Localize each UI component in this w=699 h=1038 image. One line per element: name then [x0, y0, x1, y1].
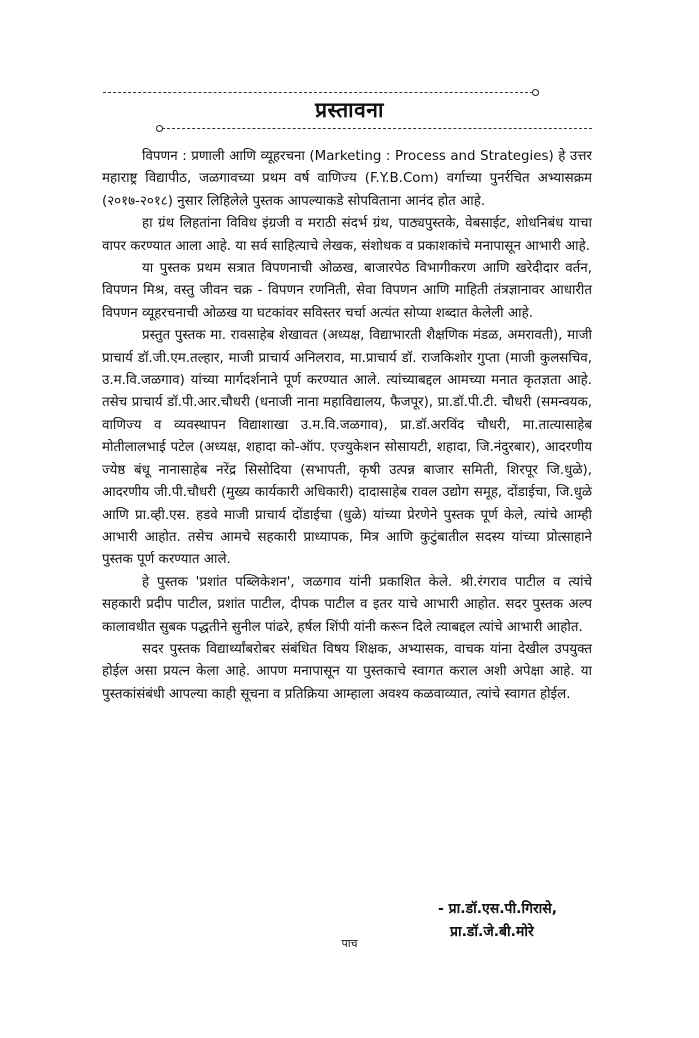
- author-signature-2: प्रा.डॉ.जे.बी.मोरे: [450, 924, 534, 940]
- rule-start-ornament: [156, 125, 163, 132]
- preface-body: [102, 146, 592, 706]
- paragraph: हा ग्रंथ लिहतांना विविध इंग्रजी व मराठी संदर्भ ग्रंथ, पाठ्यपुस्तके, वेबसाईट, शोधनिबंध याचा वापर करण्यात आला आहे. या सर्व साहित्याचे लेखक, संशोधक व प्रकाशकांचे मनापासून आभारी आहे.: [102, 216, 592, 254]
- paragraph: हे पुस्तक 'प्रशांत पब्लिकेशन', जळगाव यांनी प्रकाशित केले. श्री.रंगराव पाटील व त्यांचे सहकारी प्रदीप पाटील, प्रशांत पाटील, दीपक पाटील व इतर याचे आभारी आहोत. सदर पुस्तक अल्प कालावधीत सुबक पद्धतीने सुनील पांढरे, हर्षल शिंपी यांनी करून दिले त्याबद्दल त्यांचे आभारी आहोत.: [102, 574, 592, 635]
- top-dashed-rule: [103, 92, 533, 93]
- bottom-dashed-rule: [162, 128, 592, 129]
- paragraph: या पुस्तक प्रथम सत्रात विपणनाची ओळख, बाजारपेठ विभागीकरण आणि खरेदीदार वर्तन, विपणन मिश्र, वस्तु जीवन चक्र - विपणन रणनिती, सेवा विपणन आणि माहिती तंत्रज्ञानावर आधारीत विपणन व्यूहरचनाची ओळख या घटकांवर सविस्तर चर्चा अत्यंत सोप्या शब्दात केलेली आहे.: [102, 261, 592, 321]
- paragraph: विपणन : प्रणाली आणि व्यूहरचना (Marketing : Process and Strategies) हे उत्तर महाराष्ट्र विद्यापीठ, जळगावच्या प्रथम वर्ष वाणिज्य (F.Y.B.Com) वर्गाच्या पुनर्रचित अभ्यासक्रम (२०१७-२०१८) नुसार लिहिलेले पुस्तक आपल्याकडे सोपविताना आनंद होत आहे.: [102, 149, 592, 209]
- page-title: प्रस्तावना: [315, 98, 384, 122]
- paragraph: सदर पुस्तक विद्यार्थ्यांबरोबर संबंधित विषय शिक्षक, अभ्यासक, वाचक यांना देखील उपयुक्त होईल असा प्रयत्न केला आहे. आपण मनापासून या पुस्तकाचे स्वागत कराल अशी अपेक्षा आहे. या पुस्तकांसंबंधी आपल्या काही सूचना व प्रतिक्रिया आम्हाला अवश्य कळवाव्यात, त्यांचे स्वागत होईल.: [102, 641, 592, 702]
- rule-end-ornament: [532, 89, 539, 96]
- page-number: पाच: [341, 937, 358, 950]
- paragraph: प्रस्तुत पुस्तक मा. रावसाहेब शेखावत (अध्यक्ष, विद्याभारती शैक्षणिक मंडळ, अमरावती), माजी प्राचार्य डॉ.जी.एम.तल्हार, माजी प्राचार्य अनिलराव, मा.प्राचार्य डॉ. राजकिशोर गुप्ता (माजी कुलसचिव, उ.म.वि.जळगाव) यांच्या मार्गदर्शनाने पूर्ण करण्यात आले. त्यांच्याबद्दल आमच्या मनात कृतज्ञता आहे. तसेच प्राचार्य डॉ.पी.आर.चौधरी (धनाजी नाना महाविद्यालय, फैजपूर), प्रा.डॉ.पी.टी. चौधरी (समन्वयक, वाणिज्य व व्यवस्थापन विद्याशाखा उ.म.वि.जळगाव), प्रा.डॉ.अरविंद चौधरी, मा.तात्यासाहेब मोतीलालभाई पटेल (अध्यक्ष, शहादा को-ऑप. एज्युकेशन सोसायटी, शहादा, जि.नंदुरबार), आदरणीय ज्येष्ठ बंधू नानासाहेब नरेंद्र सिसोदिया (सभापती, कृषी उत्पन्न बाजार समिती, शिरपूर जि.धुळे), आदरणीय जी.पी.चौधरी (मुख्य कार्यकारी अधिकारी) दादासाहेब रावल उद्योग समूह, दोंडाईचा, जि.धुळे आणि प्रा.व्ही.एस. हडवे माजी प्राचार्य दोंडाईचा (धुळे) यांच्या प्रेरणेने पुस्तक पूर्ण केले, त्यांचे आम्ही आभारी आहोत. तसेच आमचे सहकारी प्राध्यापक, मित्र आणि कुटुंबातील सदस्य यांच्या प्रोत्साहाने पुस्तक पूर्ण करण्यात आले.: [102, 328, 592, 568]
- author-signature-1: - प्रा.डॉ.एस.पी.गिरासे,: [438, 901, 558, 917]
